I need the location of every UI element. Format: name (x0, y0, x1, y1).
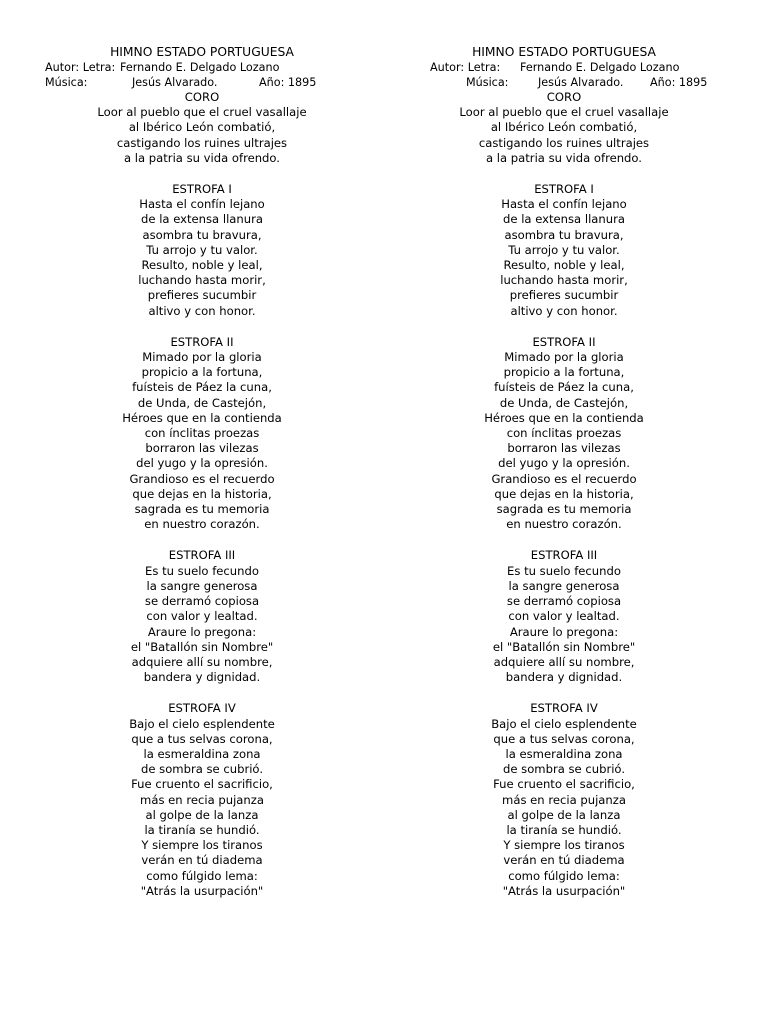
stanza-line: Araure lo pregona: (509, 624, 619, 639)
stanza-line: de la extensa llanura (503, 212, 625, 227)
stanza-line: sagrada es tu memoria (134, 502, 270, 517)
stanza-line: altivo y con honor. (510, 303, 618, 318)
stanza-line: sagrada es tu memoria (496, 502, 632, 517)
stanza-line: Grandioso es el recuerdo (491, 471, 637, 486)
stanza-heading: ESTROFA I (534, 182, 594, 197)
stanza-line: del yugo y la opresión. (498, 456, 630, 471)
stanza-line: la esmeraldina zona (505, 746, 623, 761)
music-name: Jesús Alvarado. (132, 76, 218, 89)
stanza-line: la tiranía se hundió. (144, 822, 260, 837)
stanza-line: que a tus selvas corona, (131, 731, 273, 746)
stanza-line: Mimado por la gloria (504, 350, 624, 365)
author-line (404, 60, 724, 75)
music-label: Música: (466, 76, 509, 89)
year-label: Año: 1895 (650, 76, 708, 89)
music-name: Jesús Alvarado. (538, 76, 624, 89)
stanza-heading: ESTROFA III (168, 548, 236, 563)
stanza-line: Mimado por la gloria (142, 350, 262, 365)
stanza-line: la sangre generosa (146, 578, 258, 593)
stanza-line: de sombra se cubrió. (140, 762, 264, 777)
author-name: Fernando E. Delgado Lozano (520, 61, 680, 74)
stanza-line: que dejas en la historia, (494, 486, 634, 501)
stanza-line: prefieres sucumbir (147, 288, 257, 303)
stanza-line: "Atrás la usurpación" (502, 883, 626, 898)
stanza-heading: ESTROFA I (172, 182, 232, 197)
stanza-line: de Unda, de Castejón, (137, 395, 267, 410)
chorus-heading: CORO (546, 90, 582, 104)
stanza-line: el "Batallón sin Nombre" (492, 639, 636, 654)
stanza-line: altivo y con honor. (148, 303, 256, 318)
music-line (42, 75, 362, 90)
stanza-4 (404, 701, 724, 899)
stanza-line: con ínclitas proezas (144, 426, 260, 441)
stanza-line: luchando hasta morir, (138, 273, 266, 288)
stanza-line: de sombra se cubrió. (502, 762, 626, 777)
stanza-line: Hasta el confín lejano (501, 197, 627, 212)
stanza-1 (42, 182, 362, 319)
stanza-heading: ESTROFA II (532, 334, 596, 349)
chorus-line: a la patria su vida ofrendo. (486, 150, 642, 165)
anthem-title: HIMNO ESTADO PORTUGUESA (110, 45, 294, 59)
chorus-heading: CORO (184, 90, 220, 104)
stanza-line: prefieres sucumbir (509, 288, 619, 303)
stanza-line: del yugo y la opresión. (136, 456, 268, 471)
stanza-heading: ESTROFA II (170, 334, 234, 349)
chorus (42, 90, 362, 166)
chorus-line: a la patria su vida ofrendo. (124, 150, 280, 165)
stanza-2 (42, 335, 362, 533)
chorus-line: al Ibérico León combatió, (490, 120, 638, 135)
stanza-3 (42, 548, 362, 685)
stanza-line: Hasta el confín lejano (139, 197, 265, 212)
stanza-line: Bajo el cielo esplendente (129, 716, 275, 731)
stanza-line: Resulto, noble y leal, (141, 258, 263, 273)
stanza-line: Resulto, noble y leal, (503, 258, 625, 273)
author-name: Fernando E. Delgado Lozano (120, 61, 280, 74)
stanza-line: Fue cruento el sacrificio, (131, 777, 273, 792)
stanza-line: más en recia pujanza (502, 792, 626, 807)
stanza-line: al golpe de la lanza (145, 807, 259, 822)
stanza-line: asombra tu bravura, (142, 227, 262, 242)
stanza-line: al golpe de la lanza (507, 807, 621, 822)
stanza-line: Héroes que en la contienda (122, 410, 282, 425)
stanza-line: adquiere allí su nombre, (493, 654, 635, 669)
stanza-line: Grandioso es el recuerdo (129, 471, 275, 486)
stanza-line: propicio a la fortuna, (141, 365, 263, 380)
stanza-4 (42, 701, 362, 899)
stanza-heading: ESTROFA IV (530, 701, 598, 716)
stanza-heading: ESTROFA III (530, 548, 598, 563)
stanza-line: se derramó copiosa (144, 594, 260, 609)
stanza-line: con ínclitas proezas (506, 426, 622, 441)
left-column (42, 44, 362, 915)
stanza-line: bandera y dignidad. (505, 670, 623, 685)
stanza-line: Fue cruento el sacrificio, (493, 777, 635, 792)
stanza-line: borraron las vilezas (507, 441, 621, 456)
stanza-line: luchando hasta morir, (500, 273, 628, 288)
music-line (404, 75, 724, 90)
stanza-line: Tu arrojo y tu valor. (508, 242, 620, 257)
stanza-line: más en recia pujanza (140, 792, 264, 807)
stanza-line: la tiranía se hundió. (506, 822, 622, 837)
chorus-line: castigando los ruines ultrajes (478, 135, 650, 150)
stanza-line: bandera y dignidad. (143, 670, 261, 685)
stanza-line: Tu arrojo y tu valor. (146, 242, 258, 257)
chorus-line: castigando los ruines ultrajes (116, 135, 288, 150)
stanza-line: asombra tu bravura, (504, 227, 624, 242)
music-label: Música: (45, 76, 88, 89)
stanza-line: Y siempre los tiranos (141, 838, 263, 853)
stanza-line: verán en tú diadema (141, 853, 263, 868)
stanza-line: "Atrás la usurpación" (140, 883, 264, 898)
stanza-3 (404, 548, 724, 685)
stanza-line: el "Batallón sin Nombre" (130, 639, 274, 654)
chorus-line: al Ibérico León combatió, (128, 120, 276, 135)
stanza-line: Es tu suelo fecundo (507, 563, 621, 578)
stanza-line: fuísteis de Páez la cuna, (494, 380, 634, 395)
stanza-line: que dejas en la historia, (132, 486, 272, 501)
author-prefix: Autor: Letra: (45, 61, 116, 74)
stanza-1 (404, 182, 724, 319)
stanza-line: como fúlgido lema: (146, 868, 258, 883)
stanza-line: con valor y lealtad. (146, 609, 258, 624)
stanza-line: de Unda, de Castejón, (499, 395, 629, 410)
stanza-line: Bajo el cielo esplendente (491, 716, 637, 731)
stanza-line: la sangre generosa (508, 578, 620, 593)
stanza-line: Araure lo pregona: (147, 624, 257, 639)
stanza-line: Es tu suelo fecundo (145, 563, 259, 578)
stanza-line: Y siempre los tiranos (503, 838, 625, 853)
stanza-line: Héroes que en la contienda (484, 410, 644, 425)
stanza-line: que a tus selvas corona, (493, 731, 635, 746)
stanza-line: con valor y lealtad. (508, 609, 620, 624)
chorus (404, 90, 724, 166)
stanza-line: borraron las vilezas (145, 441, 259, 456)
stanza-line: propicio a la fortuna, (503, 365, 625, 380)
anthem-title: HIMNO ESTADO PORTUGUESA (472, 45, 656, 59)
chorus-line: Loor al pueblo que el cruel vasallaje (459, 105, 669, 120)
stanza-line: la esmeraldina zona (143, 746, 261, 761)
stanza-line: como fúlgido lema: (508, 868, 620, 883)
stanza-line: en nuestro corazón. (506, 517, 622, 532)
stanza-line: de la extensa llanura (141, 212, 263, 227)
right-column (404, 44, 724, 915)
chorus-line: Loor al pueblo que el cruel vasallaje (97, 105, 307, 120)
stanza-line: en nuestro corazón. (144, 517, 260, 532)
author-line (42, 60, 362, 75)
stanza-line: fuísteis de Páez la cuna, (132, 380, 272, 395)
author-prefix: Autor: Letra: (430, 61, 501, 74)
stanza-line: adquiere allí su nombre, (131, 654, 273, 669)
stanza-line: se derramó copiosa (506, 594, 622, 609)
stanza-heading: ESTROFA IV (168, 701, 236, 716)
stanza-2 (404, 335, 724, 533)
stanza-line: verán en tú diadema (503, 853, 625, 868)
year-label: Año: 1895 (259, 76, 317, 89)
